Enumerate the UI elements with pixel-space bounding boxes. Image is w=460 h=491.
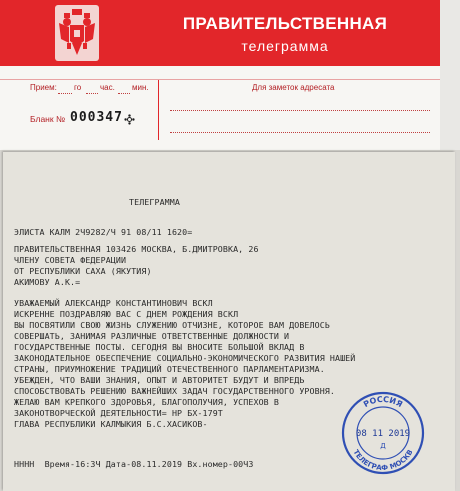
body-line: СПОСОБСТВОВАТЬ РЕШЕНИЮ ВАЖНЕЙШИХ ЗАДАЧ ГОСУДАРСТВЕННОГО УРОВНЯ. [14,386,335,396]
brand-subtitle: телеграмма [241,38,329,54]
go-label: го [74,83,82,92]
body-line: ЗАКОНОДАТЕЛЬНОЕ ОБЕСПЕЧЕНИЕ СОЦИАЛЬНО-ЭКОНОМИЧЕСКОГО РАЗВИТИЯ НАШЕЙ [14,353,356,363]
brand-title: ПРАВИТЕЛЬСТВЕННАЯ [182,14,388,33]
address-line: ПРАВИТЕЛЬСТВЕННАЯ 103426 МОСКВА, Б.ДМИТРОВКА, 26 [14,244,259,254]
address-line: АКИМОВУ А.К.= [14,277,81,287]
telegram-heading: ТЕЛЕГРАММА [129,197,180,207]
stamp-date: 08 11 2019 [355,429,411,439]
body-line: ИСКРЕННЕ ПОЗДРАВЛЯЮ ВАС С ДНЕМ РОЖДЕНИЯ ВСКЛ [14,309,239,319]
notes-dotted-line-1 [170,110,430,111]
body-line: УБЕЖДЕН, ЧТО ВАШИ ЗНАНИЯ, ОПЫТ И АВТОРИТЕТ БУДУТ И ВПРЕДЬ [14,375,305,385]
blank-edge [440,0,460,150]
body-line: ГОСУДАРСТВЕННЫЕ ПОСТЫ. СЕГОДНЯ ВЫ ВНОСИТЕ БОЛЬШОЙ ВКЛАД В [14,342,305,352]
telegram-blank-form [0,0,460,150]
notes-dotted-line-2 [170,132,430,133]
stamp-bottom-text: ТЕЛЕГРАФ МОСКВ [351,448,415,473]
address-line: ОТ РЕСПУБЛИКИ САХА (ЯКУТИЯ) [14,266,152,276]
rosette-icon [124,114,135,125]
stamp-letter: Д [380,442,386,450]
postmark-stamp [340,390,426,476]
body-line: СТРАНЫ, ПРИУМНОЖЕНИЕ ТРАДИЦИЙ ОТЕЧЕСТВЕННОГО ПАРЛАМЕНТАРИЗМА. [14,364,325,374]
blank-number: 000347 [70,110,123,125]
blank-number-label: Бланк № [30,114,66,124]
hours-label: час. [100,83,115,92]
minutes-label: мин. [132,83,149,92]
body-line: СОВЕРШАТЬ, ЗАНИМАЯ РАЗЛИЧНЫЕ ОТВЕТСТВЕННЫЕ ДОЛЖНОСТИ И [14,331,290,341]
notes-label: Для заметок адресата [252,83,335,92]
form-divider-line [0,79,440,80]
routing-line: ЭЛИСТА КАЛМ 2Ч9282/Ч 91 08/11 1620= [14,227,193,237]
body-line: ВЫ ПОСВЯТИЛИ СВОЮ ЖИЗНЬ СЛУЖЕНИЮ ОТЧИЗНЕ, КОТОРОЕ ВАМ ДОВЕЛОСЬ [14,320,330,330]
address-line: ЧЛЕНУ СОВЕТА ФЕДЕРАЦИИ [14,255,127,265]
form-column-divider [158,80,159,140]
body-line: УВАЖАЕМЫЙ АЛЕКСАНДР КОНСТАНТИНОВИЧ ВСКЛ [14,298,213,308]
header-band [0,0,440,66]
hours-dotted-line [118,93,130,94]
body-line: ЖЕЛАЮ ВАМ КРЕПКОГО ЗДОРОВЬЯ, БЛАГОПОЛУЧИЯ, УСПЕХОВ В [14,397,279,407]
double-headed-eagle-icon [55,5,99,61]
reception-label: Прием: [30,83,57,92]
go-dotted-line [86,93,98,94]
body-line: ЗАКОНОТВОРЧЕСКОЙ ДЕЯТЕЛЬНОСТИ= НР БХ-179Т [14,408,223,418]
reception-dotted-line [58,93,72,94]
body-line: ГЛАВА РЕСПУБЛИКИ КАЛМЫКИЯ Б.С.ХАСИКОВ- [14,419,208,429]
stamp-top-text: РОССИЯ [361,394,405,410]
footer-line: НННН Время-16:3Ч Дата-08.11.2019 Вх.номер-00Ч3 [14,459,254,469]
